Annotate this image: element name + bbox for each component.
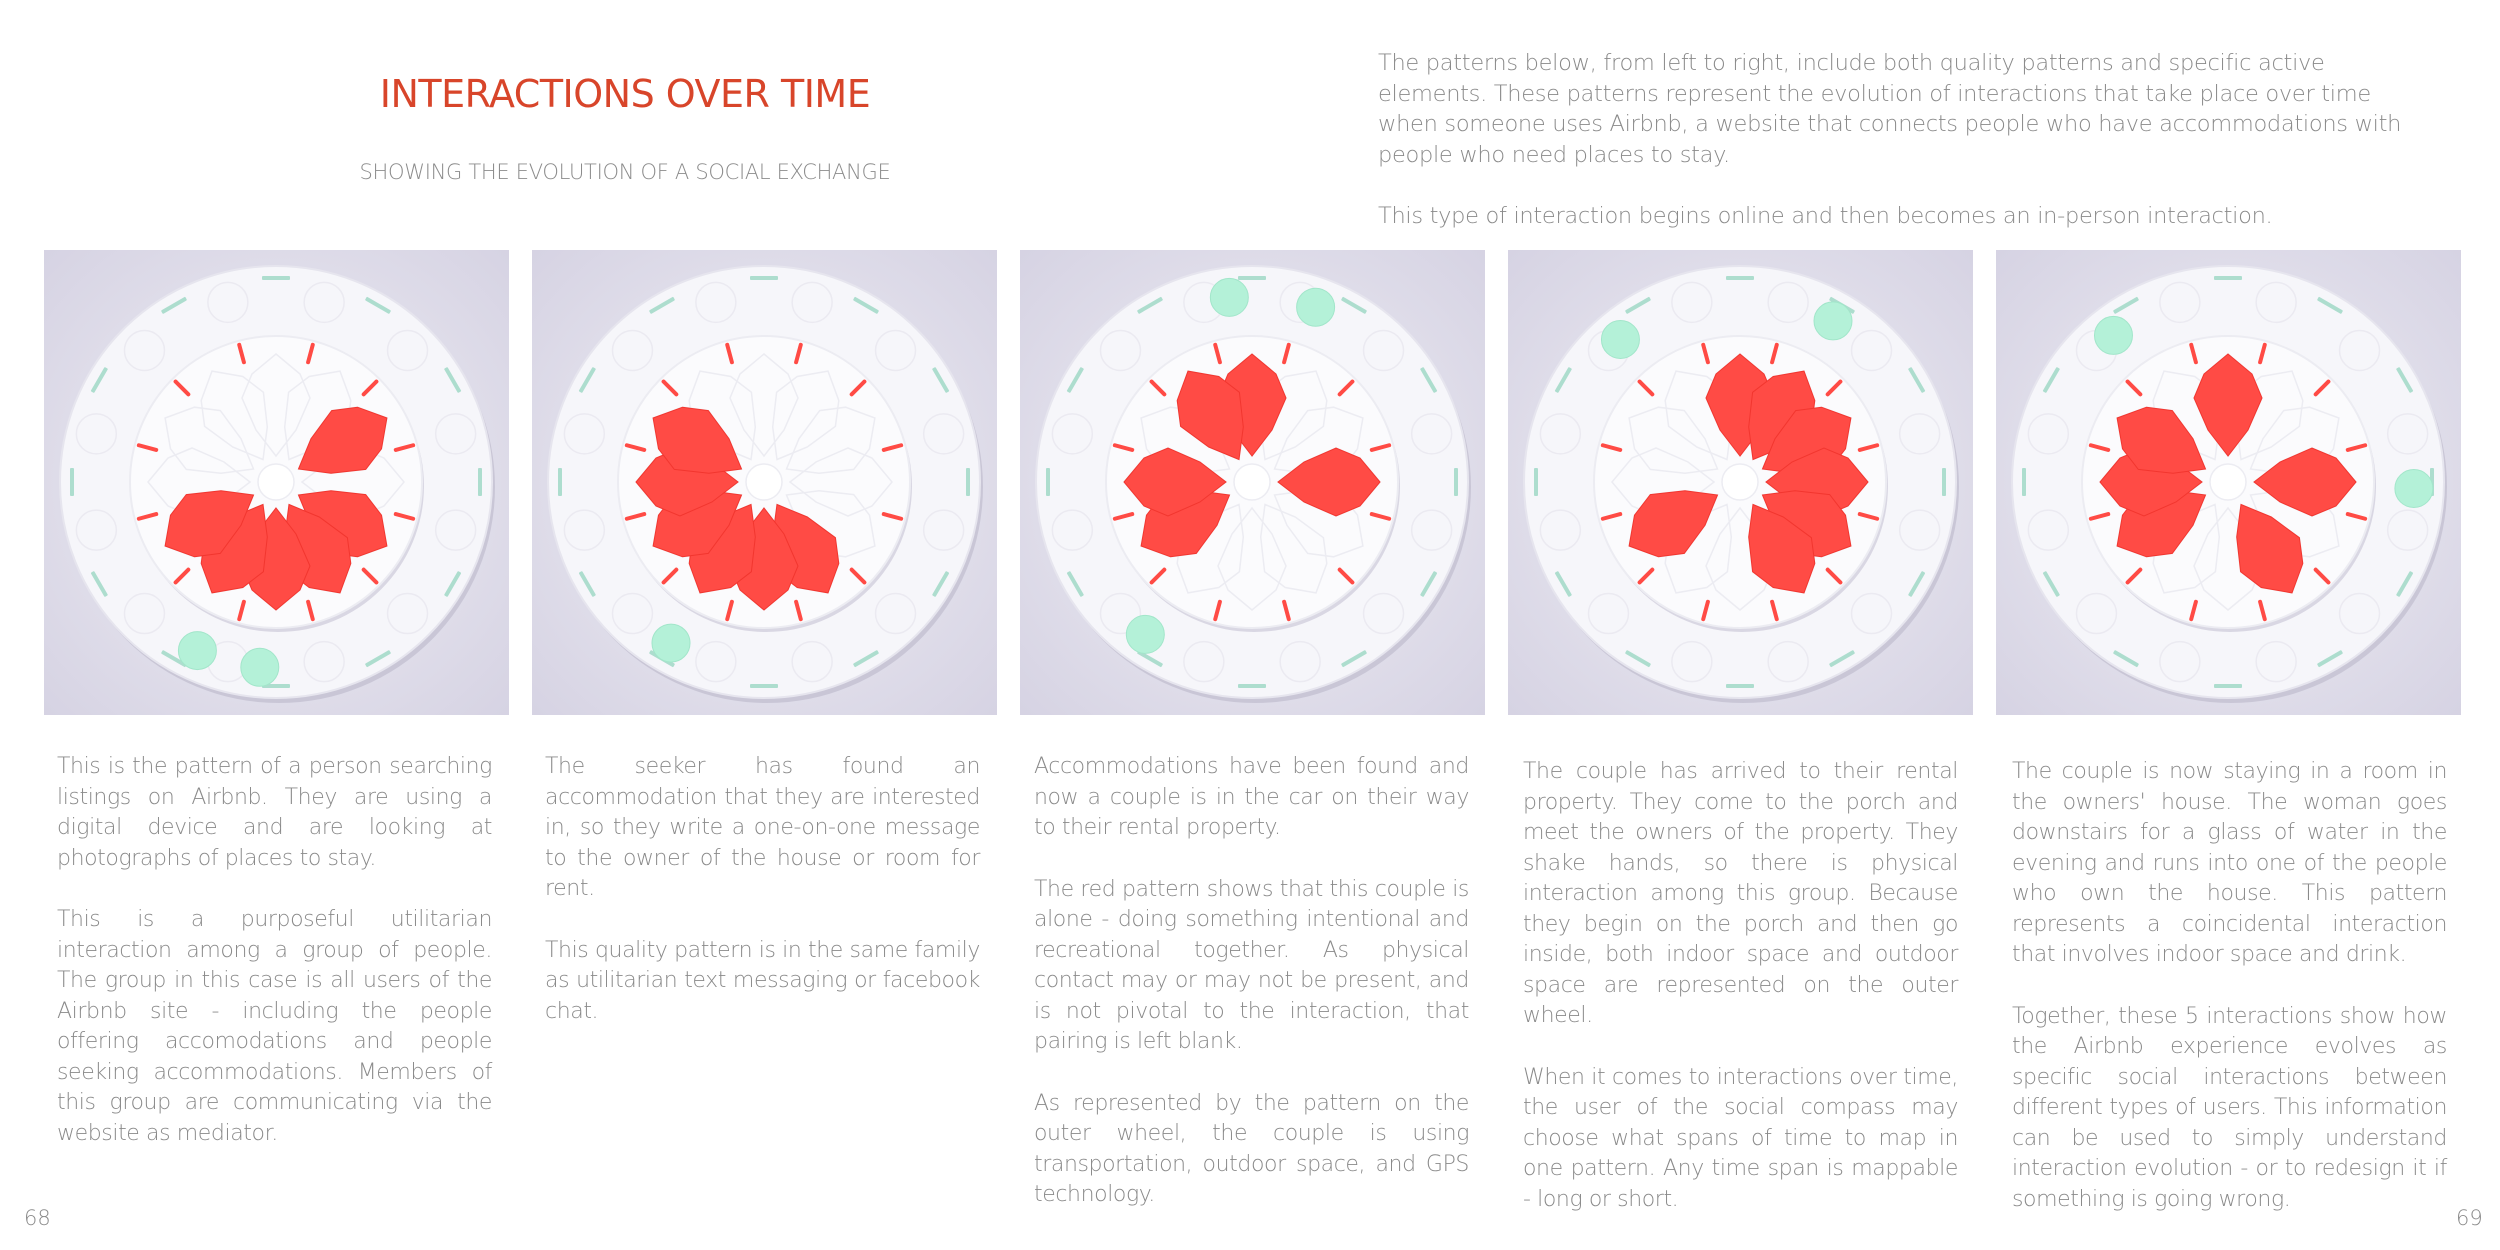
compass-hub [2210, 464, 2246, 500]
active-outer-marker [241, 648, 279, 686]
compass-photo-3 [1020, 250, 1485, 715]
active-outer-marker [1210, 278, 1248, 316]
compass-photo-1 [44, 250, 509, 715]
intro-paragraph: The patterns below, from left to right, include both quality patterns and specific active elements. These patterns represent the evolution of interactions that take place over time when someone uses Airbnb, a website that connects people who have accommodations with people who need places to stay. [1378, 50, 2402, 168]
caption-5 [2012, 757, 2447, 1246]
caption-paragraph: The couple has arrived to their rental property. They come to the porch and meet the owners of the property. They shake hands, so there is physical interaction among this group. Because they begin on the porch and then go inside, both indoor space and outdoor space are represented on the outer wheel. [1523, 759, 1958, 1028]
outer-wheel-label-mark [2022, 468, 2026, 496]
outer-wheel-label-mark [2214, 276, 2242, 280]
compass-photo-4 [1508, 250, 1973, 715]
outer-wheel-label-mark [1238, 684, 1266, 688]
page-title: INTERACTIONS OVER TIME [379, 72, 871, 116]
compass-hub [1234, 464, 1270, 500]
active-outer-marker [1126, 615, 1164, 653]
outer-wheel-label-mark [1942, 468, 1946, 496]
outer-wheel-label-mark [1534, 468, 1538, 496]
compass-hub [746, 464, 782, 500]
caption-1 [57, 752, 492, 1180]
outer-wheel-label-mark [966, 468, 970, 496]
compass-photo-2 [532, 250, 997, 715]
compass-svg [1020, 250, 1485, 715]
page-subtitle: SHOWING THE EVOLUTION OF A SOCIAL EXCHANGE [359, 160, 891, 184]
compass-hub [1722, 464, 1758, 500]
caption-paragraph: This quality pattern is in the same family as utilitarian text messaging or facebook chat. [545, 937, 980, 1024]
compass-svg [44, 250, 509, 715]
caption-2 [545, 752, 980, 1058]
outer-wheel-label-mark [1046, 468, 1050, 496]
compass-svg [1508, 250, 1973, 715]
outer-wheel-label-mark [558, 468, 562, 496]
outer-wheel-label-mark [1238, 276, 1266, 280]
active-outer-marker [1297, 288, 1335, 326]
page-number-right: 69 [2456, 1206, 2483, 1230]
caption-paragraph: This is a purposeful utilitarian interaction among a group of people. The group in this case is all users of the Airbnb site - including the people offering accomodations and people seeking accommodations. Members of this group are communicating via the website as mediator. [57, 907, 492, 1146]
outer-wheel-label-mark [70, 468, 74, 496]
outer-wheel-label-mark [1726, 276, 1754, 280]
intro-text [1378, 48, 2408, 263]
caption-3 [1034, 752, 1469, 1242]
active-outer-marker [178, 632, 216, 670]
outer-wheel-label-mark [1726, 684, 1754, 688]
active-outer-marker [2094, 316, 2132, 354]
caption-paragraph: When it comes to interactions over time, the user of the social compass may choose what spans of time to map in one pattern. Any time span is mappable - long or short. [1523, 1064, 1958, 1212]
compass-svg [532, 250, 997, 715]
active-outer-marker [1814, 302, 1852, 340]
outer-wheel-label-mark [750, 684, 778, 688]
compass-photo-5 [1996, 250, 2461, 715]
page-number-left: 68 [24, 1206, 51, 1230]
active-outer-marker [652, 624, 690, 662]
active-outer-marker [2395, 469, 2433, 507]
compass-svg [1996, 250, 2461, 715]
outer-wheel-label-mark [750, 276, 778, 280]
intro-paragraph: This type of interaction begins online and then becomes an in-person interaction. [1378, 203, 2273, 229]
outer-wheel-label-mark [478, 468, 482, 496]
caption-paragraph: The red pattern shows that this couple is alone - doing something intentional and recreational together. As physical contact may or may not be present, and is not pivotal to the interaction, that pairing is left blank. [1034, 876, 1469, 1054]
caption-paragraph: As represented by the pattern on the outer wheel, the couple is using transportation, outdoor space, and GPS technology. [1034, 1090, 1469, 1207]
outer-wheel-label-mark [262, 276, 290, 280]
caption-4 [1523, 757, 1958, 1246]
caption-paragraph: Together, these 5 interactions show how the Airbnb experience evolves as specific social interactions between different types of users. This information can be used to simply understand interaction evolution - or to redesign it if something is going wrong. [2012, 1003, 2447, 1212]
outer-wheel-label-mark [2214, 684, 2242, 688]
outer-wheel-label-mark [1454, 468, 1458, 496]
caption-paragraph: The seeker has found an accommodation that they are interested in, so they write a one-on-one message to the owner of the house or room for rent. [545, 754, 980, 901]
caption-paragraph: Accommodations have been found and now a couple is in the car on their way to their rental property. [1034, 754, 1469, 840]
compass-hub [258, 464, 294, 500]
active-outer-marker [1601, 321, 1639, 359]
caption-paragraph: This is the pattern of a person searching listings on Airbnb. They are using a digital device and are looking at photographs of places to stay. [57, 754, 492, 871]
caption-paragraph: The couple is now staying in a room in the owners' house. The woman goes downstairs for a glass of water in the evening and runs into one of the people who own the house. This pattern represents a coincidental interaction that involves indoor space and drink. [2012, 759, 2447, 967]
